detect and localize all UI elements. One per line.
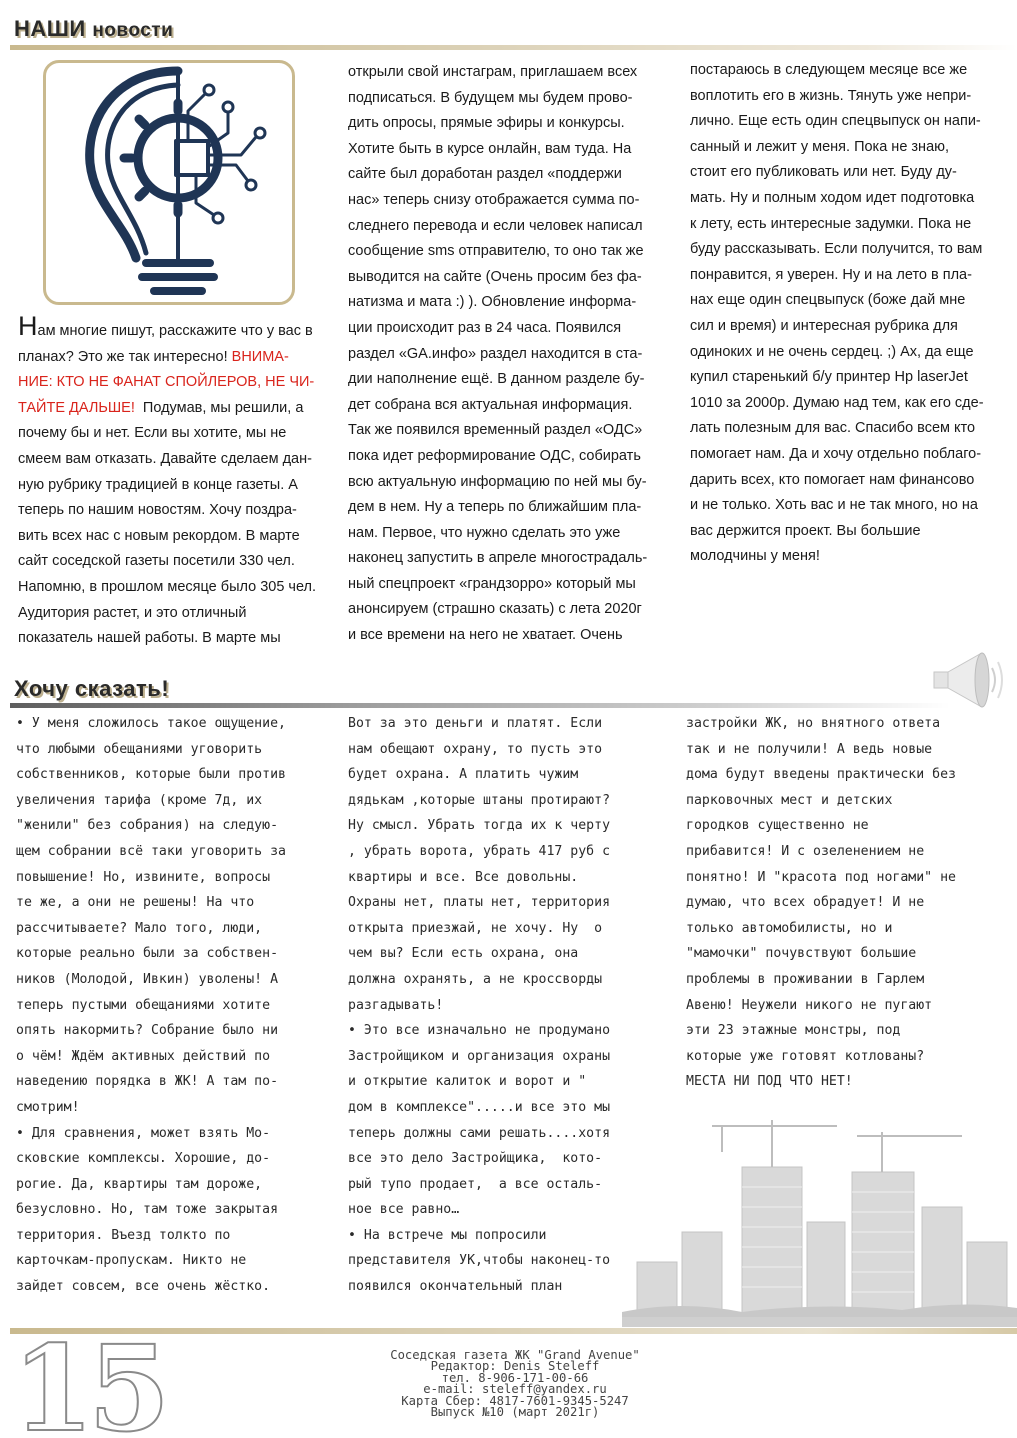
say-column-1: • У меня сложилось такое ощущение, что любыми обещаниями уговорить собственников, которые были против увеличения тарифа (кроме 7д, их "женили" без собрания) на следую- щем собрании всё таки уговорить за повышение! Но, извините, вопросы те же, а они не решены! На что рассчитываете? Мало того, люди, которые реально были за собствен- ников (Молодой, Ивкин) уволены! А теперь пустыми обещаниями хотите опять накормить? Собрание было ни о чём! Ждём активных действий по наведению порядка в ЖК! А там по- смотрим! • Для сравнения, может взять Мо- сковские комплексы. Хорошие, до- рогие. Да, квартиры там дороже, безусловно. Но, там тоже закрытая территория. Въезд толкто по карточкам-пропускам. Никто не зайдет совсем, все очень жёстко. [16, 716, 286, 1295]
megaphone-icon [930, 648, 1010, 710]
news-illustration-frame [43, 60, 295, 305]
footer-editor: Редактор: Denis Steleff [430, 1359, 600, 1374]
section-title-say: Хочу сказать! [14, 676, 170, 701]
page-number: 15 [12, 1319, 165, 1438]
footer-imprint [290, 1350, 740, 1418]
say-column-2: Вот за это деньги и платят. Если нам обещают охрану, то пусть это будет охрана. А платить чужим дядькам ,которые штаны протирают? Ну смысл. Убрать тогда их к черту , убрать ворота, убрать 417 руб с квартиры и все. Все довольны. Охраны нет, платы нет, территория открыта приезжай, не хочу. Ну о чем вы? Если есть охрана, она должна охранять, а не кроссворды разгадывать! • Это все изначально не продумано Застройщиком и организация охраны и открытие калиток и ворот и " дом в комплексе".....и все это мы теперь должны сами решать....хотя все это дело Застройщика, кото- рый тупо продает, а все осталь- ное все равно… • На встрече мы попросили представителя УК,чтобы наконец-то появился окончательный план [348, 716, 611, 1295]
footer-issue: Выпуск №10 (март 2021г) [430, 1405, 600, 1420]
news-column-1-intro: ам многие пишут, расскажите что у вас в планах? Это же так интересно! [18, 323, 313, 365]
dropcap-letter: Н [18, 311, 38, 341]
section-title-news [14, 16, 173, 42]
section-divider-news [10, 45, 1017, 50]
news-column-1-body: Подумав, мы решили, а почему бы и нет. Если вы хотите, мы не смеем вам отказать. Давайте сделаем дан- ную рубрику традицией в конце газеты. А теперь по нашим новостям. Хочу поздра- вить всех нас с новым рекордом. В марте сайт соседской газеты посетили 330 чел. Напомню, в прошлом месяце было 305 чел. Аудитория растет, и это отличный показатель нашей работы. В марте мы [18, 399, 317, 647]
section-divider-say [10, 703, 950, 708]
news-column-3: постараюсь в следующем месяце все же воплотить его в жизнь. Тянуть уже непри- лично. Еще есть один спецвыпуск он напи- санный и лежит у меня. Пока не знаю, стоит его публиковать или нет. Буду ду- мать. Ну и полным ходом идет подготовка к лету, есть интересные задумки. Пока не буду рассказывать. Если получится, то вам понравится, я уверен. Ну и на лето в пла- нах еще один спецвыпуск (боже дай мне сил и время) и интересная рубрика для одиноких и не очень сердец. ;) Ах, да еще купил старенький б/у принтер Hp laserJet 1010 за 2000р. Думаю над тем, как его сде- лать полезным для вас. Спасибо всем кто помогает нам. Да и хочу отдельно поблаго- дарить всех, кто помогает нам финансово и не только. Хоть вас и не так много, но на вас держится проект. Вы большие молодчины у меня! [690, 62, 984, 565]
section-title-main: НАШИ [14, 16, 86, 41]
say-column-3: застройки ЖК, но внятного ответа так и не получили! А ведь новые дома будут введены практически без парковочных мест и детских городков существенно не прибавится! И с озеленением не понятно! И "красота под ногами" не думаю, что всех обрадует! И не только автомобилисты, но и "мамочки" почувствуют большие проблемы в проживании в Гарлем Авеню! Неужели никого не пугают эти 23 этажные монстры, под которые уже готовят котлованы? МЕСТА НИ ПОД ЧТО НЕТ! [686, 716, 956, 1090]
section-title-sub: новости [92, 20, 174, 41]
page-number-graphic [8, 1319, 165, 1438]
footer-card: Карта Сбер: 4817-7601-9345-5247 [401, 1393, 629, 1408]
news-column-2: открыли свой инстаграм, приглашаем всех подписаться. В будущем мы будем прово- дить опросы, прямые эфиры и конкурсы. Хотите быть в курсе онлайн, вам туда. На сайте был доработан раздел «поддержи нас» теперь снизу отображается сумма по- следнего перевода и если человек написал сообщение sms отправителю, то оно так же выводится на сайте (Очень просим без фа- натизма и мата :) ). Обновление информа- ции происходит раз в 24 часа. Появился раздел «GA.инфо» раздел находится в ста- дии наполнение ещё. В данном разделе бу- дет собрана вся актуальная информация. Так же появился временный раздел «ОДС» пока идет реформирование ОДС, собирать всю актуальную информацию по ней мы бу- дем в нем. Ну а теперь по ближайшим пла- нам. Первое, что нужно сделать это уже наконец запустить в апреле многострадаль- ный спецпроект «грандзорро» который мы анонсируем (страшно сказать) с лета 2020г и все времени на него не хватает. Очень [348, 64, 648, 644]
construction-skyline-illustration [622, 1112, 1017, 1327]
footer-paper-name: Соседская газета ЖК "Grand Avenue" [390, 1348, 640, 1362]
spoiler-warning: ВНИМА- НИЕ: КТО НЕ ФАНАТ СПОЙЛЕРОВ, НЕ ЧИ- ТАЙТЕ ДАЛЬШЕ! [18, 348, 315, 416]
lightbulb-circuit-icon [46, 63, 292, 302]
footer-email: e-mail: steleff@yandex.ru [423, 1382, 607, 1397]
footer-phone: тел. 8-906-171-00-66 [441, 1370, 589, 1385]
news-column-1 [18, 311, 318, 652]
